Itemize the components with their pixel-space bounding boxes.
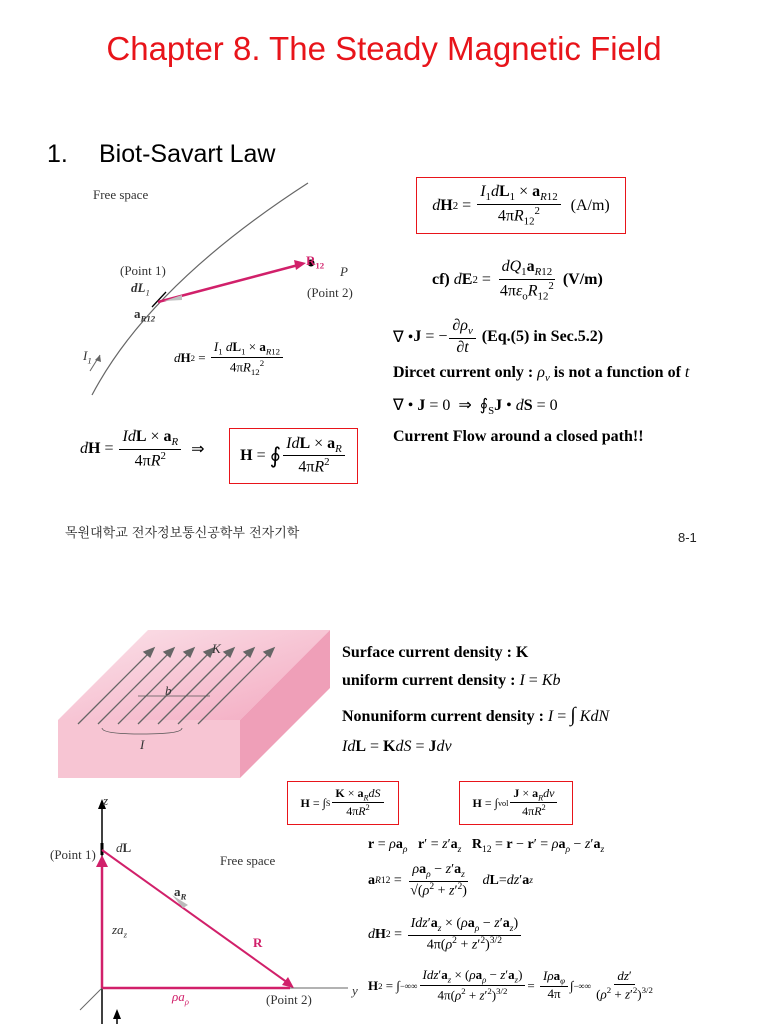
surface-current-H-box: H = ∫ S $\frac{K \times a_RdS}{4\pi R^2}$ — [287, 781, 399, 825]
direct-current-statement: Dircet current only : $\rho_v$ is not a function of t — [393, 364, 690, 385]
filament-dH2-equation: d H 2 = $\frac{Idz'a_z \times (\rho a_\rho - z'a_z)}{4\pi(\rho^2 + z'^2)^{3/2}}$ — [368, 916, 523, 953]
dL-label: dL — [116, 840, 132, 855]
free-space-label-2: Free space — [220, 853, 276, 868]
za-label: $za_z$ — [112, 922, 127, 940]
current-element-equivalence: IdL = KdS = Jdv — [342, 738, 452, 755]
x-axis-stub — [80, 988, 102, 1010]
dL1-label: $dL_1$ — [131, 280, 150, 298]
R12-arrowhead — [294, 260, 306, 270]
integral-H-equation-box: H = ∮ $\frac{IdL \times a_R}{4\pi R^2}$ — [229, 428, 358, 484]
divergence-zero-equation: ∇ • J = 0 ⇒ $∮_SJ$ • dS = 0 — [393, 397, 558, 418]
footer-university: 목원대학교 전자정보통신공학부 전자기학 — [65, 526, 300, 541]
point1-label-2: (Point 1) — [50, 847, 96, 862]
z-axis-label: z — [103, 793, 109, 808]
current-flow-statement: Current Flow around a closed path!! — [393, 428, 644, 445]
infinite-filament-figure — [60, 795, 370, 1024]
I-label: I — [140, 737, 145, 752]
point2-label-2: (Point 2) — [266, 992, 312, 1007]
point-P-label: P — [340, 264, 348, 279]
section-heading — [47, 140, 275, 169]
R-vector — [102, 850, 288, 983]
figure-dH2-equation: d H 2 = $\frac{I_1 dL_1 \times a_{R12}}{4\pi R_{12}^2}$ — [174, 340, 285, 377]
section-number: 1. — [47, 140, 68, 168]
unit-A-per-m: (A/m) — [570, 196, 610, 214]
filament-H2-integral-equation: H 2 = ∫ −∞ ∞ $\frac{Idz'a_z \times (\rho a_\rho - z'a_z)}{4\pi(\rho^2 + z'^2)^{3/2}}$ = $\frac{I\rho a_\varphi}{4\pi}$ ∫ −∞ ∞ $\frac{dz'}{(\rho^2 + z'^2)^{3/2}}$ — [368, 967, 653, 1003]
rho-a-label: $\rho a_\rho$ — [172, 989, 189, 1007]
aR12-label: $a_{R12}$ — [134, 306, 156, 324]
K-label: K — [212, 641, 221, 656]
aR-label: $a_R$ — [174, 884, 187, 902]
page-number: 8-1 — [678, 530, 697, 545]
R-label: R — [253, 935, 263, 950]
R12-label: $R_{12}$ — [306, 253, 325, 271]
page-title: Chapter 8. The Steady Magnetic Field — [106, 30, 662, 67]
continuity-equation: ∇ • J = − $\frac{\partial\rho_v}{\partial t}$ (Eq.(5) in Sec.5.2) — [393, 317, 604, 356]
unit-vector-aR12-equation: a R 12 = $\frac{\rho a_\rho - z'a_z}{√(\rho^2 + z'^2)}$ d L = dz ′ a z — [368, 862, 533, 899]
uniform-current-line: uniform current density : I = Kb — [342, 672, 561, 689]
slab-front-face — [58, 720, 240, 778]
nonuniform-current-line: Nonuniform current density : I = ∫ KdN — [342, 704, 610, 726]
surface-current-line: Surface current density : K — [342, 644, 529, 661]
surface-current-slab-figure — [58, 630, 330, 780]
b-label: b — [165, 683, 172, 698]
electric-field-comparison: cf) d E 2 = $\frac{dQ_1a_{R12}}{4\pi\varepsilon_oR_{12}^2}$ (V/m) — [432, 258, 603, 303]
I1-label: $I_1$ — [83, 348, 92, 366]
biot-savart-equation-box: d H 2 = $\frac{I_1dL_1 \times a_{R12}}{4\pi R_{12}^2}$ (A/m) — [416, 177, 626, 234]
point1-label: (Point 1) — [120, 263, 166, 278]
differential-H-equation: d H = $\frac{IdL \times a_R}{4\pi R^2}$ ⇒ — [80, 428, 205, 470]
section-label: Biot-Savart Law — [99, 140, 276, 168]
point2-label: (Point 2) — [307, 285, 353, 300]
y-axis-label: y — [352, 983, 358, 998]
position-vectors-line: $r = \rho a_\rho$ $r' = z'a_z$ $R_{12} = r - r' = \rho a_\rho - z'a_z$ — [368, 837, 605, 855]
free-space-label: Free space — [93, 187, 149, 202]
volume-current-H-box: H = ∫ vol $\frac{J \times a_Rdv}{4\pi R^2}$ — [459, 781, 573, 825]
